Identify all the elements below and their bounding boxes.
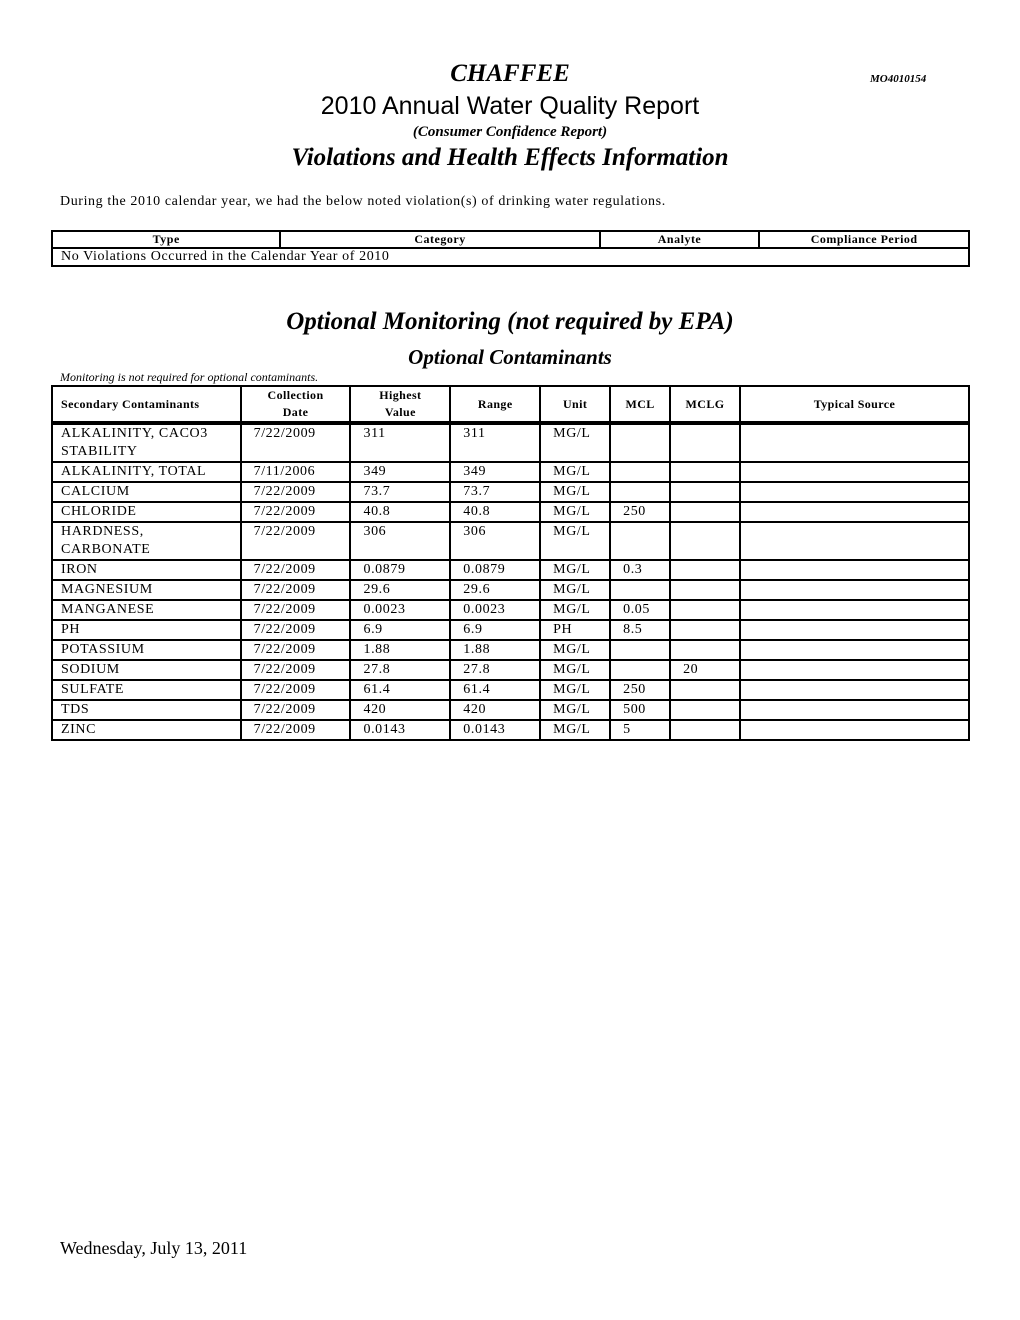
col-compliance-period: Compliance Period [759,231,969,248]
highest-value: 306 [350,522,450,560]
table-row [52,560,969,580]
unit-value: MG/L [540,720,610,740]
col-range: Range [450,386,540,423]
mcl-value: 250 [610,680,670,700]
unit-value: MG/L [540,502,610,522]
mclg-value [670,720,740,740]
range-value: 311 [450,423,540,462]
col-typical-source: Typical Source [740,386,969,423]
typical-source [740,600,969,620]
unit-value: MG/L [540,482,610,502]
no-violations-message: No Violations Occurred in the Calendar Year of 2010 [52,248,969,266]
violations-table [51,230,970,267]
mclg-value [670,680,740,700]
table-row [52,700,969,720]
table-row [52,482,969,502]
report-title: 2010 Annual Water Quality Report [320,92,700,120]
highest-value: 311 [350,423,450,462]
typical-source [740,482,969,502]
contaminant-name: IRON [52,560,241,580]
mclg-value [670,522,740,560]
collection-date: 7/22/2009 [241,700,351,720]
highest-value: 29.6 [350,580,450,600]
col-unit: Unit [540,386,610,423]
range-value: 27.8 [450,660,540,680]
table-row [52,680,969,700]
highest-value: 61.4 [350,680,450,700]
mcl-value [610,462,670,482]
mcl-value [610,640,670,660]
mclg-value [670,620,740,640]
highest-value: 27.8 [350,660,450,680]
mcl-value: 8.5 [610,620,670,640]
contaminant-name: HARDNESS, CARBONATE [52,522,241,560]
mcl-value [610,660,670,680]
range-value: 349 [450,462,540,482]
contaminant-name: TDS [52,700,241,720]
col-mclg: MCLG [670,386,740,423]
mclg-value [670,640,740,660]
highest-value: 0.0879 [350,560,450,580]
range-value: 73.7 [450,482,540,502]
violations-header-row [52,231,969,248]
mclg-value [670,462,740,482]
typical-source [740,720,969,740]
typical-source [740,640,969,660]
table-row [52,522,969,560]
collection-date: 7/22/2009 [241,600,351,620]
optional-monitoring-heading: Optional Monitoring (not required by EPA) [286,308,734,335]
range-value: 61.4 [450,680,540,700]
contaminant-name: SULFATE [52,680,241,700]
range-value: 420 [450,700,540,720]
mclg-value [670,502,740,522]
mcl-value: 500 [610,700,670,720]
unit-value: MG/L [540,560,610,580]
secondary-table-body [52,423,969,740]
mclg-value [670,423,740,462]
collection-date: 7/22/2009 [241,660,351,680]
typical-source [740,502,969,522]
table-row [52,640,969,660]
mclg-value [670,600,740,620]
report-subtitle: (Consumer Confidence Report) [412,124,608,140]
contaminant-name: POTASSIUM [52,640,241,660]
mcl-value [610,522,670,560]
mcl-value [610,580,670,600]
table-row [52,580,969,600]
system-name: CHAFFEE [450,60,570,87]
typical-source [740,580,969,600]
typical-source [740,462,969,482]
collection-date: 7/22/2009 [241,720,351,740]
unit-value: PH [540,620,610,640]
highest-value: 0.0023 [350,600,450,620]
highest-value: 40.8 [350,502,450,522]
table-row [52,660,969,680]
mclg-value [670,580,740,600]
contaminant-name: ZINC [52,720,241,740]
secondary-contaminants-table [51,385,970,741]
table-row [52,502,969,522]
highest-value: 73.7 [350,482,450,502]
typical-source [740,620,969,640]
col-analyte: Analyte [600,231,760,248]
contaminant-name: PH [52,620,241,640]
unit-value: MG/L [540,600,610,620]
unit-value: MG/L [540,640,610,660]
typical-source [740,660,969,680]
mcl-value [610,423,670,462]
collection-date: 7/22/2009 [241,482,351,502]
mclg-value [670,560,740,580]
collection-date: 7/22/2009 [241,680,351,700]
mcl-value: 5 [610,720,670,740]
range-value: 29.6 [450,580,540,600]
highest-value: 1.88 [350,640,450,660]
secondary-header-row [52,386,969,423]
contaminant-name: ALKALINITY, TOTAL [52,462,241,482]
contaminant-name: CHLORIDE [52,502,241,522]
collection-date: 7/22/2009 [241,560,351,580]
unit-value: MG/L [540,423,610,462]
collection-date: 7/22/2009 [241,580,351,600]
unit-value: MG/L [540,462,610,482]
range-value: 40.8 [450,502,540,522]
unit-value: MG/L [540,660,610,680]
col-mcl: MCL [610,386,670,423]
mcl-value [610,482,670,502]
violations-intro: During the 2010 calendar year, we had the below noted violation(s) of drinking water regulations. [60,194,666,209]
mclg-value [670,700,740,720]
mclg-value: 20 [670,660,740,680]
highest-value: 349 [350,462,450,482]
typical-source [740,522,969,560]
typical-source [740,423,969,462]
unit-value: MG/L [540,522,610,560]
contaminant-name: CALCIUM [52,482,241,502]
contaminant-name: SODIUM [52,660,241,680]
table-row [52,600,969,620]
collection-date: 7/22/2009 [241,620,351,640]
optional-contaminants-heading: Optional Contaminants [408,345,612,369]
range-value: 306 [450,522,540,560]
mcl-value: 0.05 [610,600,670,620]
violations-row [52,248,969,266]
unit-value: MG/L [540,680,610,700]
highest-value: 0.0143 [350,720,450,740]
highest-value: 6.9 [350,620,450,640]
collection-date: 7/22/2009 [241,423,351,462]
col-collection-date: Collection Date [241,386,351,423]
range-value: 1.88 [450,640,540,660]
typical-source [740,700,969,720]
violations-heading: Violations and Health Effects Information [291,144,729,171]
table-row [52,462,969,482]
collection-date: 7/22/2009 [241,522,351,560]
range-value: 0.0879 [450,560,540,580]
mclg-value [670,482,740,502]
range-value: 0.0143 [450,720,540,740]
contaminant-name: ALKALINITY, CACO3 STABILITY [52,423,241,462]
mcl-value: 0.3 [610,560,670,580]
collection-date: 7/11/2006 [241,462,351,482]
mcl-value: 250 [610,502,670,522]
col-secondary-contaminants: Secondary Contaminants [52,386,241,423]
typical-source [740,680,969,700]
monitoring-note: Monitoring is not required for optional contaminants. [60,370,319,384]
unit-value: MG/L [540,580,610,600]
typical-source [740,560,969,580]
col-category: Category [280,231,599,248]
table-row [52,720,969,740]
range-value: 0.0023 [450,600,540,620]
highest-value: 420 [350,700,450,720]
range-value: 6.9 [450,620,540,640]
table-row [52,620,969,640]
col-highest-value: Highest Value [350,386,450,423]
contaminant-name: MANGANESE [52,600,241,620]
footer-date: Wednesday, July 13, 2011 [60,1238,248,1258]
contaminant-name: MAGNESIUM [52,580,241,600]
col-type: Type [52,231,280,248]
table-row [52,423,969,462]
collection-date: 7/22/2009 [241,502,351,522]
collection-date: 7/22/2009 [241,640,351,660]
pwsid: MO4010154 [870,73,927,85]
unit-value: MG/L [540,700,610,720]
